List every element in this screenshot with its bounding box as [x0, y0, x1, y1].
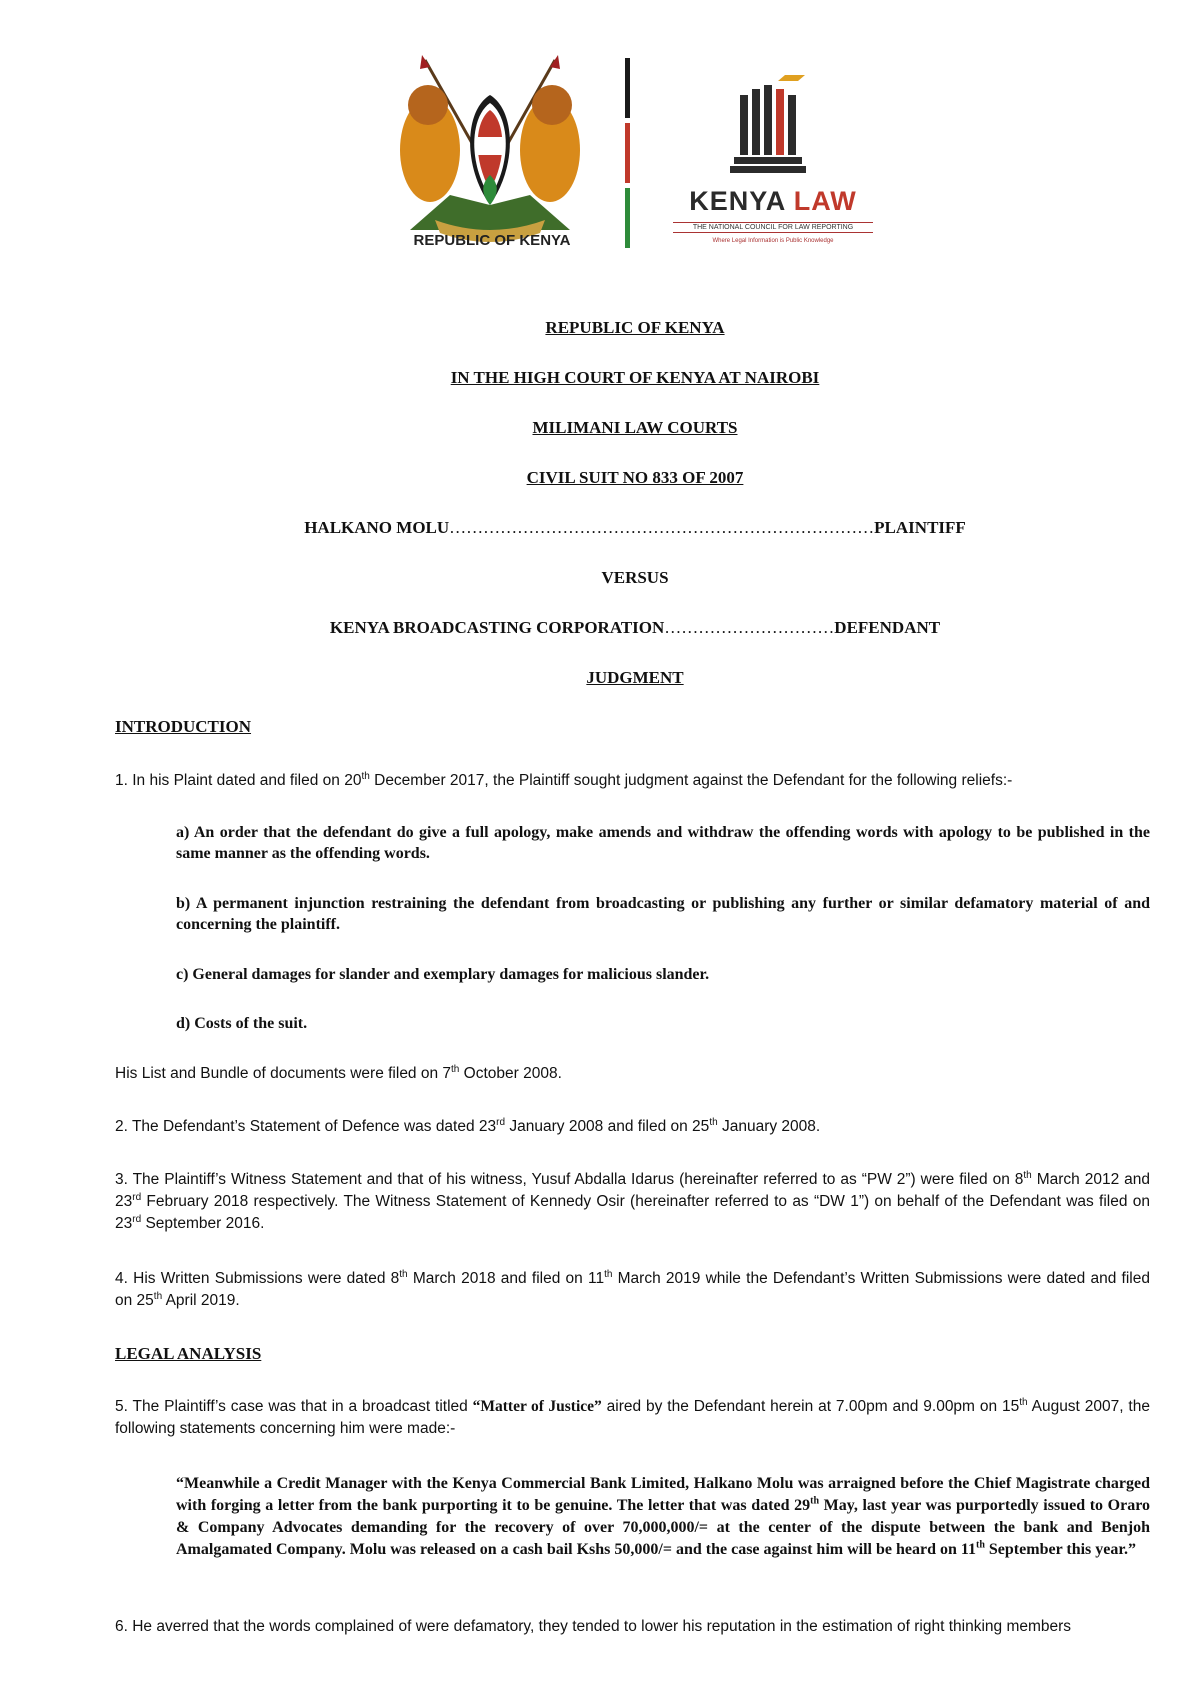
heading-case-number: CIVIL SUIT NO 833 OF 2007: [526, 468, 744, 487]
section-legal-analysis: LEGAL ANALYSIS: [115, 1344, 262, 1363]
defendant-name: KENYA BROADCASTING CORPORATION: [329, 618, 665, 637]
paragraph-1: 1. In his Plaint dated and filed on 20th December 2017, the Plaintiff sought judgment against the Defendant for the following reliefs:-: [115, 770, 1013, 789]
kenya-law-word-1: KENYA: [689, 186, 786, 216]
versus: VERSUS: [601, 568, 669, 587]
paragraph-3: 3. The Plaintiff’s Witness Statement and that of his witness, Yusuf Abdalla Idarus (hereinafter referred to as “PW 2”) were filed on 8th March 2012 and 23rd February 2018 respectively. The Witness Statement of Kennedy Osir (hereinafter referred to as “DW 1”) on behalf of the Defendant was filed on 23rd September 2016.: [115, 1169, 1150, 1232]
relief-a: a) An order that the defendant do give a full apology, make amends and withdraw the offending words with apology to be published in the same manner as the offending words.: [176, 824, 1150, 862]
letterhead: [0, 0, 1200, 270]
heading-republic: REPUBLIC OF KENYA: [545, 318, 725, 337]
plaintiff-name: HALKANO MOLU: [304, 518, 450, 537]
relief-d: d) Costs of the suit.: [176, 1015, 308, 1032]
plaintiff-line: [0, 518, 1200, 538]
kenya-law-wordmark: [673, 186, 873, 217]
heading-court: IN THE HIGH COURT OF KENYA AT NAIROBI: [450, 368, 820, 387]
paragraph-2: 2. The Defendant’s Statement of Defence was dated 23rd January 2008 and filed on 25th January 2008.: [115, 1116, 821, 1135]
coat-caption: REPUBLIC OF KENYA: [413, 232, 571, 249]
kenya-coat-of-arms-icon: [390, 55, 590, 250]
flag-divider: [625, 58, 630, 248]
paragraph-4: 4. His Written Submissions were dated 8th March 2018 and filed on 11th March 2019 while the Defendant’s Written Submissions were dated and filed on 25th April 2019.: [115, 1268, 1150, 1309]
plaintiff-role: PLAINTIFF: [874, 518, 966, 537]
plaintiff-dots: …………………………………………………………………: [449, 518, 875, 537]
defendant-line: [0, 618, 1200, 638]
broadcast-quote: “Meanwhile a Credit Manager with the Kenya Commercial Bank Limited, Halkano Molu was arraigned before the Chief Magistrate charged with forging a letter from the bank purporting it to be genuine. The letter that was dated 29th May, last year was purportedly issued to Oraro & Company Advocates demanding for the recovery of over 70,000,000/= at the center of the dispute between the bank and Benjoh Amalgamated Company. Molu was released on a cash bail Kshs 50,000/= and the case against him will be heard on 11th September this year.”: [176, 1475, 1151, 1558]
kenya-law-pillars-icon: [730, 75, 810, 175]
kenya-law-tagline: Where Legal Information is Public Knowledge: [712, 238, 834, 244]
kenya-law-word-2: LAW: [793, 186, 857, 216]
defendant-dots: …………………………: [664, 618, 835, 637]
kenya-law-subtitle: THE NATIONAL COUNCIL FOR LAW REPORTING: [673, 222, 873, 233]
paragraph-5: 5. The Plaintiff’s case was that in a broadcast titled “Matter of Justice” aired by the Defendant herein at 7.00pm and 9.00pm on 15th August 2007, the following statements concerning him were made:-: [115, 1396, 1150, 1437]
document-title: JUDGMENT: [586, 668, 684, 687]
relief-b: b) A permanent injunction restraining the defendant from broadcasting or publishing any further or similar defamatory material of and concerning the plaintiff.: [176, 895, 1150, 933]
relief-c: c) General damages for slander and exemplary damages for malicious slander.: [176, 966, 710, 983]
heading-milimani: MILIMANI LAW COURTS: [532, 418, 738, 437]
defendant-role: DEFENDANT: [834, 618, 941, 637]
paragraph-6: 6. He averred that the words complained of were defamatory, they tended to lower his reputation in the estimation of right thinking members: [115, 1618, 1072, 1635]
section-introduction: INTRODUCTION: [115, 717, 252, 736]
documents-filed: His List and Bundle of documents were filed on 7th October 2008.: [115, 1063, 562, 1082]
